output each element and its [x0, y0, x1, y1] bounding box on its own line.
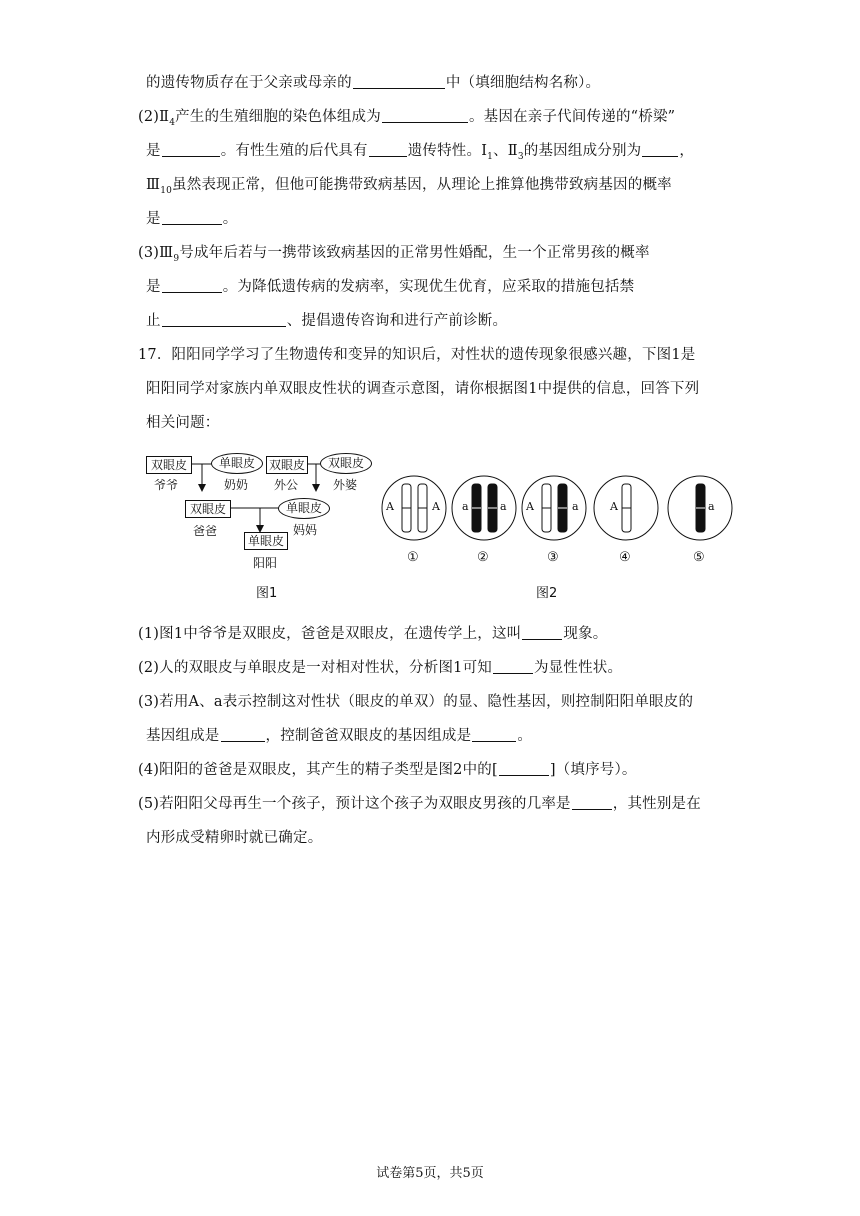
- gene-label-left: a: [462, 500, 469, 513]
- text-line-l4: [146, 175, 672, 201]
- gene-label-right: a: [708, 500, 715, 513]
- text-run: 17．阳阳同学学习了生物遗传和变异的知识后，对性状的遗传现象很感兴趣，下图1是: [138, 347, 696, 363]
- answer-blank[interactable]: [162, 142, 220, 157]
- answer-blank[interactable]: [642, 142, 678, 157]
- figure-2-cells: [378, 470, 738, 602]
- text-run: 。: [517, 728, 533, 744]
- text-line-l5: [146, 209, 237, 229]
- text-line-l10: [146, 379, 699, 399]
- answer-blank[interactable]: [382, 108, 468, 123]
- cell-number: ⑤: [693, 550, 705, 565]
- gene-label-left: A: [526, 500, 534, 513]
- text-run: 内形成受精卵时就已确定。: [146, 830, 323, 846]
- text-run: 基因组成是: [146, 728, 220, 744]
- mother-label: 妈妈: [293, 523, 318, 537]
- text-line-l2: [138, 107, 675, 133]
- grandma-oval: 单眼皮: [211, 453, 263, 474]
- answer-blank[interactable]: [369, 142, 407, 157]
- text-run: ]（填序号）。: [549, 762, 637, 778]
- subscript: 4: [169, 117, 176, 128]
- text-run: ，其性别是在: [612, 796, 701, 812]
- text-line-l7: [146, 277, 634, 297]
- text-line-l9: [138, 345, 695, 365]
- answer-blank[interactable]: [162, 312, 286, 327]
- text-run: (2)Ⅱ: [138, 109, 170, 125]
- text-line-q3: [138, 692, 693, 712]
- figure-1-caption: 图1: [256, 586, 278, 601]
- child-label: 阳阳: [253, 556, 278, 570]
- text-run: 虽然表现正常，但他可能携带致病基因，从理论上推算他携带致病基因的概率: [172, 177, 672, 193]
- text-run: 号成年后若与一携带该致病基因的正常男性婚配，生一个正常男孩的概率: [179, 245, 650, 261]
- text-run: 、提倡遗传咨询和进行产前诊断。: [286, 313, 508, 329]
- text-run: ，: [679, 143, 695, 159]
- text-run: (3)若用A、a表示控制这对性状（眼皮的单双）的显、隐性基因，则控制阳阳单眼皮的: [138, 694, 694, 710]
- text-run: 的基因组成分别为: [523, 143, 642, 159]
- cell-number: ②: [477, 550, 489, 565]
- text-run: (2)人的双眼皮与单眼皮是一对相对性状，分析图1可知: [138, 660, 492, 676]
- figure-1-pedigree: [140, 448, 380, 608]
- text-run: 止: [146, 313, 161, 329]
- answer-blank[interactable]: [522, 625, 562, 640]
- answer-blank[interactable]: [353, 74, 445, 89]
- waipo-oval: 双眼皮: [320, 453, 372, 474]
- cell-number: ③: [547, 550, 559, 565]
- answer-blank[interactable]: [499, 761, 549, 776]
- text-run: Ⅲ: [146, 177, 161, 193]
- text-line-q1: [138, 624, 607, 644]
- text-run: 。有性生殖的后代具有: [220, 143, 368, 159]
- text-line-q5b: [146, 828, 322, 848]
- cell-number: ①: [407, 550, 419, 565]
- text-run: 现象。: [563, 626, 608, 642]
- answer-blank[interactable]: [572, 795, 612, 810]
- text-line-l1: [146, 73, 600, 93]
- father-label: 爸爸: [193, 524, 218, 538]
- text-run: 。为降低遗传病的发病率，实现优生优育，应采取的措施包括禁: [222, 279, 635, 295]
- child-box: 单眼皮: [244, 532, 288, 550]
- text-line-q4: [138, 760, 637, 780]
- text-run: 。基因在亲子代间传递的“桥梁”: [468, 109, 676, 125]
- text-run: ，控制爸爸双眼皮的基因组成是: [265, 728, 472, 744]
- text-line-q5: [138, 794, 701, 814]
- text-run: 。: [222, 211, 238, 227]
- grandpa-label: 爷爷: [154, 478, 179, 492]
- page-footer: 试卷第5页，共5页: [376, 1166, 484, 1181]
- text-line-l8: [146, 311, 507, 331]
- father-box: 双眼皮: [185, 500, 231, 518]
- text-line-q3b: [146, 726, 532, 746]
- text-run: 是: [146, 211, 161, 227]
- subscript: 10: [160, 185, 173, 196]
- text-run: (5)若阳阳父母再生一个孩子，预计这个孩子为双眼皮男孩的几率是: [138, 796, 571, 812]
- text-run: 为显性性状。: [533, 660, 623, 676]
- answer-blank[interactable]: [472, 727, 516, 742]
- figure-2-caption: 图2: [536, 586, 558, 601]
- text-run: 是: [146, 279, 161, 295]
- text-run: 是: [146, 143, 161, 159]
- text-run: 产生的生殖细胞的染色体组成为: [175, 109, 381, 125]
- waigong-box: 双眼皮: [266, 456, 308, 474]
- text-line-q2: [138, 658, 622, 678]
- subscript: 9: [173, 253, 180, 264]
- text-run: 的遗传物质存在于父亲或母亲的: [146, 75, 352, 91]
- waipo-label: 外婆: [333, 478, 358, 492]
- mother-oval: 单眼皮: [278, 498, 330, 519]
- text-run: (1)图1中爷爷是双眼皮，爸爸是双眼皮，在遗传学上，这叫: [138, 626, 522, 642]
- answer-blank[interactable]: [493, 659, 533, 674]
- answer-blank[interactable]: [162, 210, 222, 225]
- text-line-l3: [146, 141, 694, 167]
- text-run: (3)Ⅲ: [138, 245, 174, 261]
- answer-blank[interactable]: [162, 278, 222, 293]
- gene-label-right: a: [572, 500, 579, 513]
- text-run: 遗传特性。Ⅰ: [407, 143, 488, 159]
- gene-label-right: A: [432, 500, 440, 513]
- text-run: 、Ⅱ: [493, 143, 518, 159]
- cell-number: ④: [619, 550, 631, 565]
- grandma-label: 奶奶: [224, 478, 249, 492]
- gene-label-left: A: [610, 500, 618, 513]
- text-run: 中（填细胞结构名称）。: [445, 75, 601, 91]
- waigong-label: 外公: [274, 478, 299, 492]
- grandpa-box: 双眼皮: [146, 456, 192, 474]
- subscript: 1: [487, 151, 494, 162]
- answer-blank[interactable]: [221, 727, 265, 742]
- text-line-l6: [138, 243, 650, 269]
- text-run: 相关问题：: [146, 415, 220, 431]
- text-run: 阳阳同学对家族内单双眼皮性状的调查示意图，请你根据图1中提供的信息，回答下列: [146, 381, 700, 397]
- text-line-l11: [146, 413, 220, 433]
- subscript: 3: [517, 151, 524, 162]
- gene-label-left: A: [386, 500, 394, 513]
- text-run: (4)阳阳的爸爸是双眼皮，其产生的精子类型是图2中的[: [138, 762, 498, 778]
- gene-label-right: a: [500, 500, 507, 513]
